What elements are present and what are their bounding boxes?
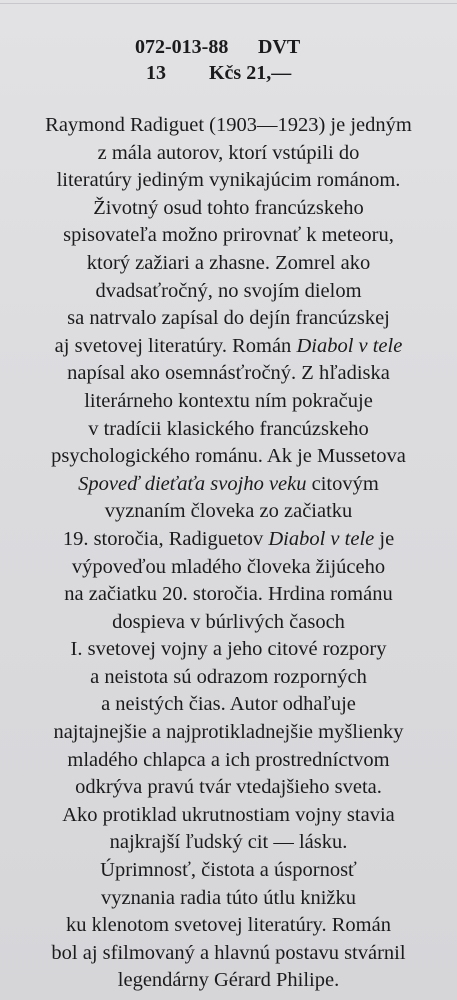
text-line: výpoveďou mladého človeka žijúceho — [71, 555, 386, 578]
text-line: spisovateľa možno prirovnať k meteoru, — [63, 224, 394, 247]
text-line: legendárny Gérard Philipe. — [117, 969, 340, 992]
text-line: Úprimnosť, čistota a úspornosť — [100, 859, 357, 882]
book-title-italic: Diabol v tele — [296, 334, 403, 357]
text-line: najtajnejšie a najprotikladnejšie myšlienky — [53, 721, 404, 744]
text-line: odkrýva pravú tvár vtedajšieho sveta. — [75, 776, 382, 799]
text-line: a neistota sú odrazom rozporných — [90, 665, 367, 688]
text-line: na začiatku 20. storočia. Hrdina románu — [64, 583, 393, 606]
text-line: z mála autorov, ktorí vstúpili do — [97, 141, 360, 164]
page-edge-line — [0, 3, 457, 4]
text-line — [6, 471, 451, 499]
text-line: Raymond Radiguet (1903—1923) je jedným — [45, 114, 412, 136]
book-description — [6, 112, 451, 995]
text-line: vyznania radia túto útlu knižku — [100, 886, 357, 909]
book-title-italic: Diabol v tele — [268, 527, 375, 550]
text-line: Ako protiklad ukrutnostiam vojny stavia — [62, 803, 395, 826]
text-segment: 19. storočia, Radiguetov — [62, 527, 269, 550]
text-segment: citovým — [306, 472, 379, 495]
text-line: ku klenotom svetovej literatúry. Román — [66, 914, 391, 937]
text-line: sa natrvalo zapísal do dejín francúzskej — [67, 307, 390, 330]
text-line: literárneho kontextu ním pokračuje — [84, 389, 373, 412]
text-line — [6, 526, 451, 554]
text-line: vyznaním človeka zo začiatku — [104, 500, 353, 523]
text-line: dospieva v búrlivých časoch — [112, 610, 345, 633]
text-line: a neistých čias. Autor odhaľuje — [101, 693, 356, 716]
text-line: dvadsaťročný, no svojím dielom — [95, 279, 362, 302]
text-line: najkrajší ľudský cit — lásku. — [109, 831, 348, 854]
text-line: I. svetovej vojny a jeho citové rozpory — [70, 638, 387, 661]
book-title-italic: Spoveď dieťaťa svojho veku — [78, 472, 307, 495]
text-line: mladého chlapca a ich prostredníctvom — [67, 748, 390, 771]
text-line: napísal ako osemnásťročný. Z hľadiska — [67, 362, 390, 385]
text-line: ktorý zažiari a zhasne. Zomrel ako — [86, 251, 371, 274]
price: Kčs 21,— — [209, 62, 292, 84]
catalog-code: 072-013-88 — [135, 36, 229, 58]
text-line: Životný osud tohto francúzskeho — [93, 196, 364, 219]
text-line: psychologického románu. Ak je Mussetova — [51, 445, 406, 468]
text-segment: aj svetovej literatúry. Román — [54, 334, 297, 357]
text-line — [6, 333, 451, 361]
text-segment: je — [374, 527, 395, 550]
text-line: v tradícii klasického francúzskeho — [88, 417, 369, 440]
catalog-number: 13 — [146, 62, 166, 84]
text-line: literatúry jediným vynikajúcim románom. — [56, 169, 401, 192]
publisher-abbrev: DVT — [258, 36, 301, 58]
text-line: bol aj sfilmovaný a hlavnú postavu stvárnil — [51, 941, 406, 964]
